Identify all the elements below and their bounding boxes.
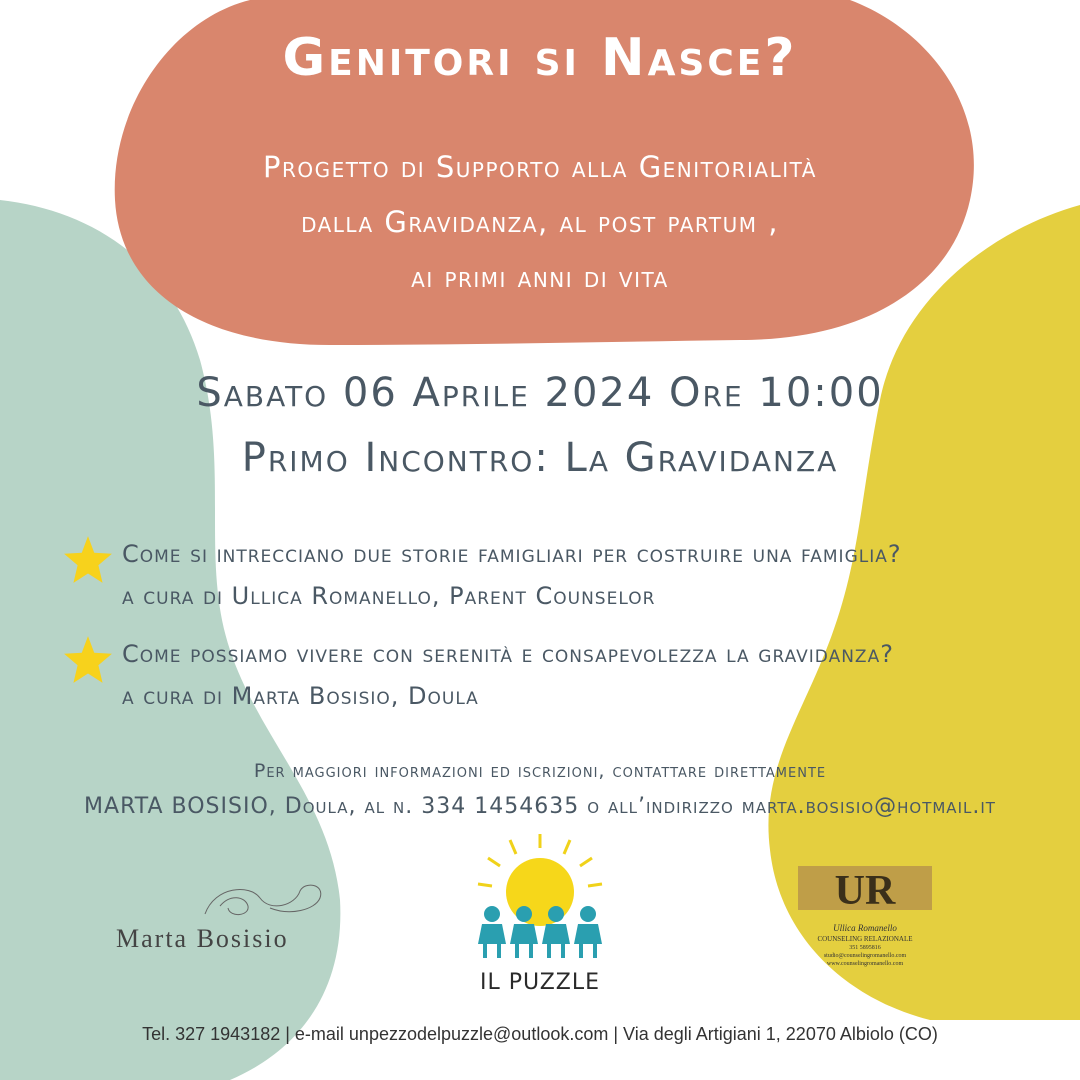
puzzle-logo-text: IL PUZZLE — [479, 970, 601, 995]
ullica-name: Ullica Romanello — [833, 923, 897, 933]
topic-question: Come si intrecciano due storie famigliari per costruire una famiglia? — [122, 540, 902, 568]
ullica-website: www.counselingromanello.com — [826, 961, 904, 967]
footer-contact: Tel. 327 1943182 | e-mail unpezzodelpuzzle@outlook.com | Via degli Artigiani 1, 22070 Albiolo (CO) — [142, 1024, 938, 1044]
ullica-phone: 351 5895816 — [849, 945, 881, 951]
subtitle-line: ai primi anni di vita — [411, 260, 669, 294]
topic-speaker: a cura di Ullica Romanello, Parent Counselor — [122, 582, 656, 610]
page-title: Genitori si Nasce? — [282, 28, 798, 88]
ullica-romanello-logo — [790, 858, 940, 988]
ullica-email: studio@counselingromanello.com — [823, 953, 907, 959]
marta-logo-text: Marta Bosisio — [116, 924, 289, 953]
meeting-title: Primo Incontro: La Gravidanza — [241, 435, 839, 481]
star-icon — [62, 634, 114, 686]
topic-speaker: a cura di Marta Bosisio, Doula — [122, 682, 479, 710]
subtitle-line: dalla Gravidanza, al post partum , — [301, 205, 779, 239]
topic-question: Come possiamo vivere con serenità e consapevolezza la gravidanza? — [122, 640, 894, 668]
ur-monogram-icon — [790, 858, 940, 920]
ullica-tagline: COUNSELING RELAZIONALE — [817, 935, 913, 943]
subtitle-line: Progetto di Supporto alla Genitorialità — [263, 150, 817, 184]
ornament-icon — [110, 876, 370, 926]
sun-children-icon — [470, 832, 610, 972]
star-icon — [62, 534, 114, 586]
subtitle — [0, 140, 1080, 305]
il-puzzle-logo — [470, 832, 610, 1002]
svg-text:UR: UR — [834, 868, 896, 914]
contact-intro: Per maggiori informazioni ed iscrizioni, contattare direttamente — [253, 760, 827, 782]
marta-bosisio-logo — [110, 876, 370, 956]
contact-details: MARTA BOSISIO, Doula, al n. 334 1454635 o all’indirizzo marta.bosisio@hotmail.it — [84, 794, 996, 819]
event-date: Sabato 06 Aprile 2024 Ore 10:00 — [196, 370, 884, 416]
